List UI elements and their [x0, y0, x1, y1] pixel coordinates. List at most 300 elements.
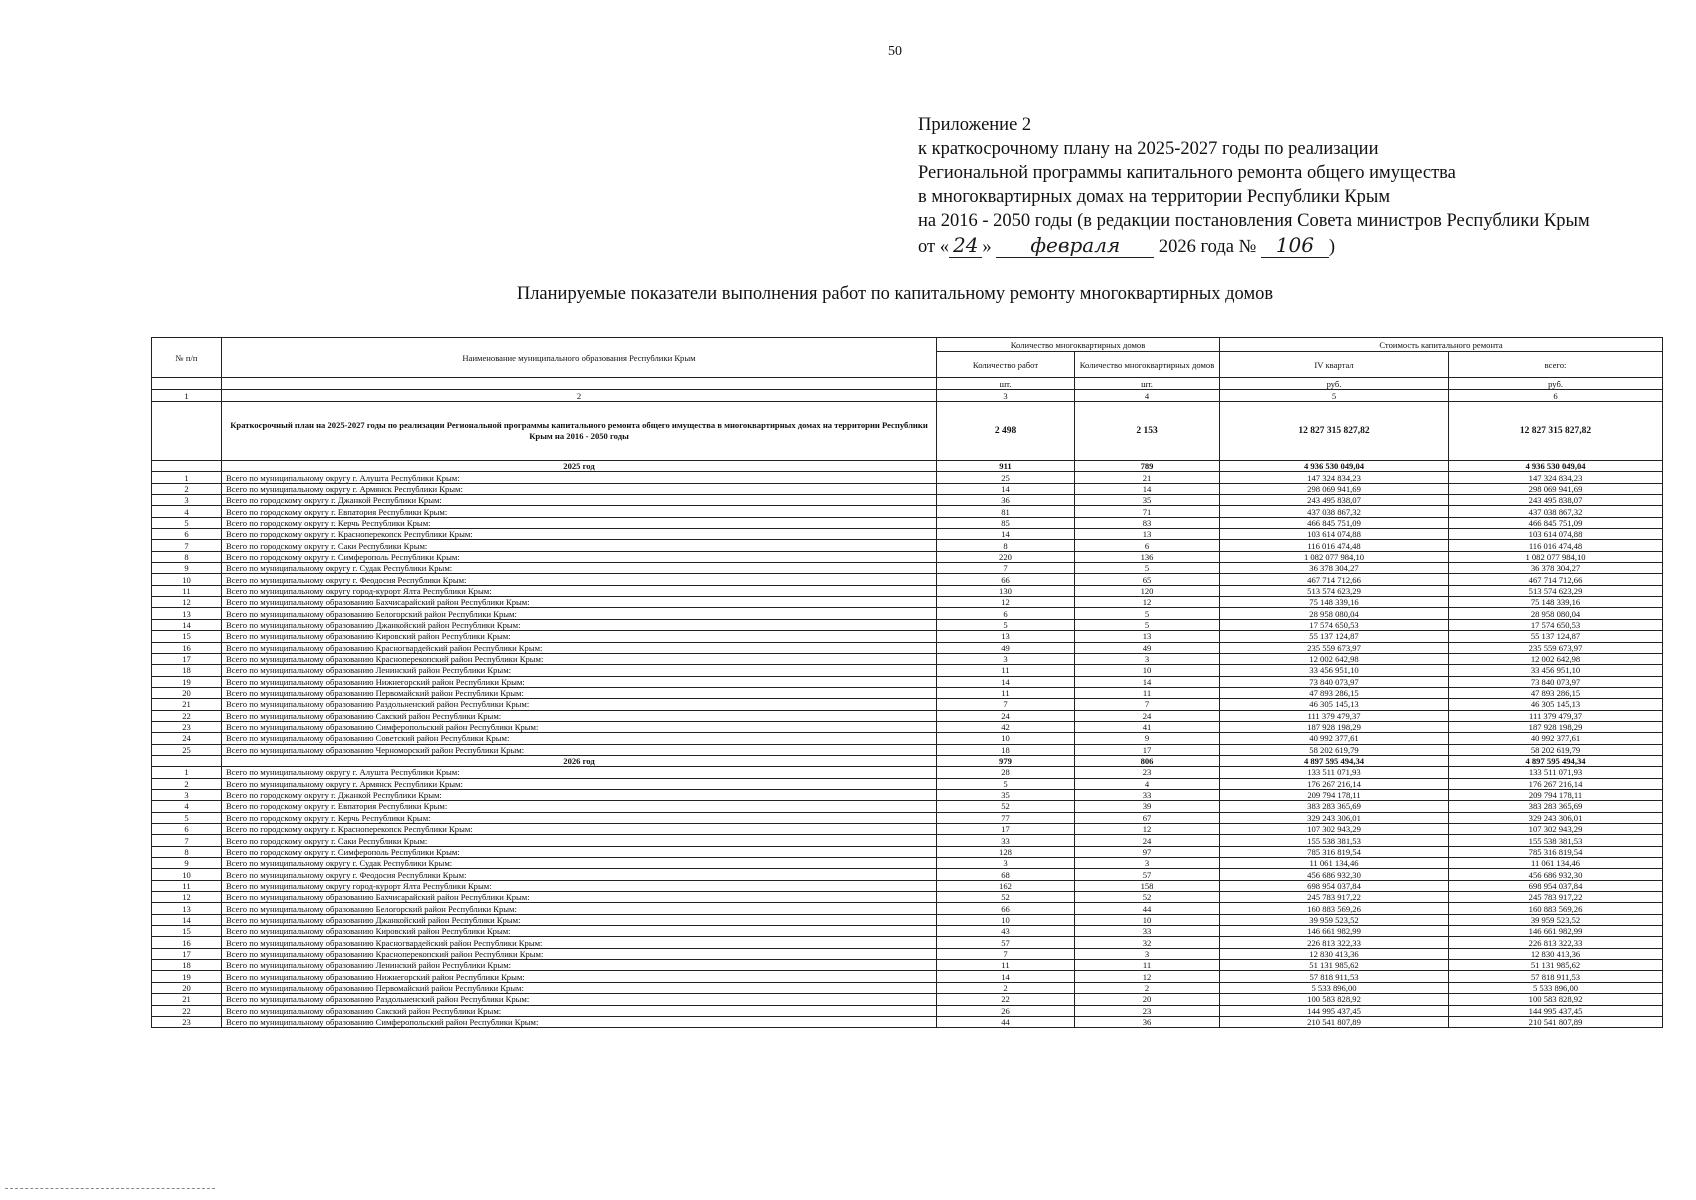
- year-label: 2026 год: [222, 755, 937, 766]
- summary-total: 12 827 315 827,82: [1449, 402, 1663, 461]
- table-row: [152, 801, 1663, 812]
- row-q4: 147 324 834,23: [1220, 472, 1449, 483]
- row-houses: 39: [1075, 801, 1220, 812]
- row-q4: 245 783 917,22: [1220, 892, 1449, 903]
- table-row: [152, 778, 1663, 789]
- table-row: [152, 767, 1663, 778]
- table-row: [152, 551, 1663, 562]
- row-works: 11: [937, 687, 1075, 698]
- row-works: 10: [937, 914, 1075, 925]
- year-q4: 4 936 530 049,04: [1220, 461, 1449, 472]
- row-q4: 12 830 413,36: [1220, 948, 1449, 959]
- table-row: [152, 903, 1663, 914]
- table-row: [152, 642, 1663, 653]
- year-num: [152, 461, 222, 472]
- row-num: 8: [152, 846, 222, 857]
- row-works: 7: [937, 948, 1075, 959]
- row-houses: 5: [1075, 563, 1220, 574]
- table-row: [152, 699, 1663, 710]
- row-works: 24: [937, 710, 1075, 721]
- appendix-line-3: Региональной программы капитального ремонта общего имущества: [918, 163, 1456, 183]
- date-day-handwritten: 24: [949, 233, 982, 258]
- row-num: 20: [152, 687, 222, 698]
- row-municipality: Всего по муниципальному округу г. Алушта Республики Крым:: [222, 472, 937, 483]
- row-num: 6: [152, 529, 222, 540]
- row-works: 22: [937, 994, 1075, 1005]
- appendix-line-5: на 2016 - 2050 годы (в редакции постановления Совета министров Республики Крым: [918, 211, 1590, 231]
- row-total: 47 893 286,15: [1449, 687, 1663, 698]
- row-houses: 9: [1075, 733, 1220, 744]
- row-total: 103 614 074,88: [1449, 529, 1663, 540]
- row-houses: 32: [1075, 937, 1220, 948]
- row-total: 1 082 077 984,10: [1449, 551, 1663, 562]
- row-works: 52: [937, 801, 1075, 812]
- appendix-date-line: от « 24 » февраля 2026 года № 106 ): [918, 233, 1336, 257]
- row-q4: 226 813 322,33: [1220, 937, 1449, 948]
- row-works: 49: [937, 642, 1075, 653]
- row-works: 14: [937, 676, 1075, 687]
- column-numbers-row: [152, 390, 1663, 402]
- row-total: 116 016 474,48: [1449, 540, 1663, 551]
- row-q4: 12 002 642,98: [1220, 653, 1449, 664]
- table-row: [152, 597, 1663, 608]
- row-municipality: Всего по муниципальному образованию Первомайский район Республики Крым:: [222, 982, 937, 993]
- row-municipality: Всего по муниципальному образованию Джанкойский район Республики Крым:: [222, 619, 937, 630]
- row-houses: 35: [1075, 495, 1220, 506]
- col-number: 6: [1449, 390, 1663, 402]
- row-q4: 176 267 216,14: [1220, 778, 1449, 789]
- row-q4: 187 928 198,29: [1220, 721, 1449, 732]
- row-works: 36: [937, 495, 1075, 506]
- row-municipality: Всего по муниципальному образованию Черноморский район Республики Крым:: [222, 744, 937, 755]
- row-total: 57 818 911,53: [1449, 971, 1663, 982]
- row-municipality: Всего по муниципальному образованию Красногвардейский район Республики Крым:: [222, 937, 937, 948]
- row-num: 1: [152, 767, 222, 778]
- row-municipality: Всего по муниципальному округу г. Феодосия Республики Крым:: [222, 869, 937, 880]
- row-num: 3: [152, 495, 222, 506]
- row-houses: 158: [1075, 880, 1220, 891]
- row-total: 298 069 941,69: [1449, 483, 1663, 494]
- row-total: 12 002 642,98: [1449, 653, 1663, 664]
- row-works: 10: [937, 733, 1075, 744]
- table-row: [152, 540, 1663, 551]
- table-row: [152, 585, 1663, 596]
- row-total: 111 379 479,37: [1449, 710, 1663, 721]
- row-houses: 4: [1075, 778, 1220, 789]
- row-num: 7: [152, 835, 222, 846]
- row-municipality: Всего по муниципальному образованию Кировский район Республики Крым:: [222, 926, 937, 937]
- row-q4: 103 614 074,88: [1220, 529, 1449, 540]
- row-q4: 235 559 673,97: [1220, 642, 1449, 653]
- row-total: 209 794 178,11: [1449, 789, 1663, 800]
- row-num: 11: [152, 880, 222, 891]
- row-total: 513 574 623,29: [1449, 585, 1663, 596]
- col-number: 1: [152, 390, 222, 402]
- row-q4: 155 538 381,53: [1220, 835, 1449, 846]
- row-municipality: Всего по муниципальному образованию Ленинский район Республики Крым:: [222, 665, 937, 676]
- row-total: 235 559 673,97: [1449, 642, 1663, 653]
- unit-pcs-houses: шт.: [1075, 378, 1220, 390]
- row-houses: 3: [1075, 858, 1220, 869]
- row-houses: 2: [1075, 982, 1220, 993]
- summary-title: Краткосрочный план на 2025-2027 годы по реализации Региональной программы капитального ремонта общего имущества в многоквартирных домах на территории Республики Крым на 2016 - 2050 годы: [222, 402, 937, 461]
- row-houses: 36: [1075, 1016, 1220, 1027]
- row-houses: 97: [1075, 846, 1220, 857]
- row-num: 20: [152, 982, 222, 993]
- row-works: 26: [937, 1005, 1075, 1016]
- row-num: 10: [152, 574, 222, 585]
- row-municipality: Всего по муниципальному округу г. Судак Республики Крым:: [222, 563, 937, 574]
- row-num: 16: [152, 642, 222, 653]
- row-q4: 467 714 712,66: [1220, 574, 1449, 585]
- row-houses: 52: [1075, 892, 1220, 903]
- row-total: 456 686 932,30: [1449, 869, 1663, 880]
- row-num: 16: [152, 937, 222, 948]
- table-row: [152, 982, 1663, 993]
- table-row: [152, 563, 1663, 574]
- row-total: 226 813 322,33: [1449, 937, 1663, 948]
- col-number: 3: [937, 390, 1075, 402]
- row-num: 14: [152, 914, 222, 925]
- header-houses: Количество многоквартирных домов: [1075, 352, 1220, 378]
- row-total: 160 883 569,26: [1449, 903, 1663, 914]
- unit-rub-q4: руб.: [1220, 378, 1449, 390]
- table-row: [152, 733, 1663, 744]
- row-q4: 298 069 941,69: [1220, 483, 1449, 494]
- row-q4: 28 958 080,04: [1220, 608, 1449, 619]
- row-num: 5: [152, 517, 222, 528]
- date-year-text: 2026 года №: [1158, 237, 1257, 257]
- row-municipality: Всего по городскому округу г. Джанкой Республики Крым:: [222, 495, 937, 506]
- row-municipality: Всего по городскому округу г. Джанкой Республики Крым:: [222, 789, 937, 800]
- table-row: [152, 926, 1663, 937]
- table-row: [152, 653, 1663, 664]
- row-num: 11: [152, 585, 222, 596]
- row-q4: 1 082 077 984,10: [1220, 551, 1449, 562]
- row-total: 55 137 124,87: [1449, 631, 1663, 642]
- row-num: 15: [152, 631, 222, 642]
- row-municipality: Всего по муниципальному образованию Симферопольский район Республики Крым:: [222, 721, 937, 732]
- table-row: [152, 869, 1663, 880]
- row-total: 11 061 134,46: [1449, 858, 1663, 869]
- row-municipality: Всего по муниципальному округу г. Армянск Республики Крым:: [222, 778, 937, 789]
- row-municipality: Всего по муниципальному образованию Белогорский район Республики Крым:: [222, 903, 937, 914]
- table-row: [152, 506, 1663, 517]
- table-row: [152, 483, 1663, 494]
- row-houses: 14: [1075, 676, 1220, 687]
- row-works: 18: [937, 744, 1075, 755]
- row-q4: 39 959 523,52: [1220, 914, 1449, 925]
- row-works: 14: [937, 483, 1075, 494]
- row-q4: 209 794 178,11: [1220, 789, 1449, 800]
- row-q4: 210 541 807,89: [1220, 1016, 1449, 1027]
- row-q4: 47 893 286,15: [1220, 687, 1449, 698]
- summary-row: [152, 402, 1663, 461]
- row-municipality: Всего по муниципальному образованию Нижнегорский район Республики Крым:: [222, 971, 937, 982]
- table-row: [152, 472, 1663, 483]
- table-row: [152, 619, 1663, 630]
- row-q4: 133 511 071,93: [1220, 767, 1449, 778]
- row-num: 13: [152, 903, 222, 914]
- row-municipality: Всего по муниципальному округу г. Армянск Республики Крым:: [222, 483, 937, 494]
- row-works: 3: [937, 653, 1075, 664]
- row-num: 9: [152, 858, 222, 869]
- row-num: 17: [152, 653, 222, 664]
- row-works: 14: [937, 971, 1075, 982]
- row-total: 383 283 365,69: [1449, 801, 1663, 812]
- row-municipality: Всего по муниципальному округу г. Феодосия Республики Крым:: [222, 574, 937, 585]
- doc-number-handwritten: 106: [1261, 233, 1329, 258]
- row-works: 3: [937, 858, 1075, 869]
- header-q4: IV квартал: [1220, 352, 1449, 378]
- row-works: 162: [937, 880, 1075, 891]
- row-num: 24: [152, 733, 222, 744]
- row-municipality: Всего по муниципальному образованию Белогорский район Республики Крым:: [222, 608, 937, 619]
- row-q4: 160 883 569,26: [1220, 903, 1449, 914]
- row-num: 13: [152, 608, 222, 619]
- row-houses: 24: [1075, 710, 1220, 721]
- row-num: 25: [152, 744, 222, 755]
- date-month-handwritten: февраля: [996, 233, 1154, 258]
- row-works: 81: [937, 506, 1075, 517]
- table-row: [152, 812, 1663, 823]
- table-row: [152, 676, 1663, 687]
- row-municipality: Всего по муниципальному образованию Сакский район Республики Крым:: [222, 710, 937, 721]
- data-table: [151, 337, 1663, 1028]
- table-row: [152, 880, 1663, 891]
- header-works: Количество работ: [937, 352, 1075, 378]
- row-houses: 33: [1075, 789, 1220, 800]
- row-works: 220: [937, 551, 1075, 562]
- row-q4: 55 137 124,87: [1220, 631, 1449, 642]
- row-total: 28 958 080,04: [1449, 608, 1663, 619]
- row-total: 245 783 917,22: [1449, 892, 1663, 903]
- row-works: 11: [937, 665, 1075, 676]
- row-q4: 5 533 896,00: [1220, 982, 1449, 993]
- row-q4: 40 992 377,61: [1220, 733, 1449, 744]
- row-num: 19: [152, 676, 222, 687]
- year-num: [152, 755, 222, 766]
- appendix-line-4: в многоквартирных домах на территории Республики Крым: [918, 187, 1391, 207]
- header-units-row: [152, 378, 1663, 390]
- header-name: Наименование муниципального образования Республики Крым: [222, 338, 937, 378]
- year-total: 4 936 530 049,04: [1449, 461, 1663, 472]
- row-houses: 3: [1075, 653, 1220, 664]
- row-num: 9: [152, 563, 222, 574]
- row-municipality: Всего по городскому округу г. Керчь Республики Крым:: [222, 812, 937, 823]
- row-total: 133 511 071,93: [1449, 767, 1663, 778]
- row-num: 3: [152, 789, 222, 800]
- row-works: 52: [937, 892, 1075, 903]
- row-total: 12 830 413,36: [1449, 948, 1663, 959]
- row-total: 39 959 523,52: [1449, 914, 1663, 925]
- row-municipality: Всего по городскому округу г. Симферополь Республики Крым:: [222, 846, 937, 857]
- table-row: [152, 665, 1663, 676]
- row-houses: 83: [1075, 517, 1220, 528]
- row-houses: 20: [1075, 994, 1220, 1005]
- table-row: [152, 846, 1663, 857]
- row-works: 28: [937, 767, 1075, 778]
- row-num: 22: [152, 710, 222, 721]
- table-row: [152, 948, 1663, 959]
- row-num: 18: [152, 960, 222, 971]
- table-row: [152, 631, 1663, 642]
- header-total: всего:: [1449, 352, 1663, 378]
- row-num: 4: [152, 801, 222, 812]
- appendix-line-1: Приложение 2: [918, 115, 1032, 135]
- year-works: 979: [937, 755, 1075, 766]
- row-q4: 36 378 304,27: [1220, 563, 1449, 574]
- year-total-row: [152, 461, 1663, 472]
- row-works: 25: [937, 472, 1075, 483]
- row-works: 11: [937, 960, 1075, 971]
- table-row: [152, 721, 1663, 732]
- table-row: [152, 914, 1663, 925]
- row-q4: 58 202 619,79: [1220, 744, 1449, 755]
- row-houses: 67: [1075, 812, 1220, 823]
- row-num: 6: [152, 824, 222, 835]
- row-num: 22: [152, 1005, 222, 1016]
- row-q4: 57 818 911,53: [1220, 971, 1449, 982]
- row-municipality: Всего по муниципальному образованию Бахчисарайский район Республики Крым:: [222, 892, 937, 903]
- row-municipality: Всего по муниципальному образованию Симферопольский район Республики Крым:: [222, 1016, 937, 1027]
- year-label: 2025 год: [222, 461, 937, 472]
- date-prefix: от «: [918, 237, 949, 257]
- row-municipality: Всего по городскому округу г. Симферополь Республики Крым:: [222, 551, 937, 562]
- row-houses: 23: [1075, 767, 1220, 778]
- row-works: 17: [937, 824, 1075, 835]
- row-works: 66: [937, 903, 1075, 914]
- document-title: Планируемые показатели выполнения работ по капитальному ремонту многоквартирных домов: [516, 284, 1274, 304]
- col-number: 4: [1075, 390, 1220, 402]
- row-houses: 71: [1075, 506, 1220, 517]
- row-q4: 383 283 365,69: [1220, 801, 1449, 812]
- row-total: 51 131 985,62: [1449, 960, 1663, 971]
- table-row: [152, 937, 1663, 948]
- row-q4: 17 574 650,53: [1220, 619, 1449, 630]
- year-houses: 806: [1075, 755, 1220, 766]
- table-row: [152, 687, 1663, 698]
- row-total: 40 992 377,61: [1449, 733, 1663, 744]
- row-total: 107 302 943,29: [1449, 824, 1663, 835]
- row-num: 14: [152, 619, 222, 630]
- row-houses: 3: [1075, 948, 1220, 959]
- row-q4: 107 302 943,29: [1220, 824, 1449, 835]
- row-municipality: Всего по муниципальному образованию Первомайский район Республики Крым:: [222, 687, 937, 698]
- row-municipality: Всего по муниципальному округу город-курорт Ялта Республики Крым:: [222, 880, 937, 891]
- row-total: 17 574 650,53: [1449, 619, 1663, 630]
- row-municipality: Всего по муниципальному образованию Советский район Республики Крым:: [222, 733, 937, 744]
- row-q4: 116 016 474,48: [1220, 540, 1449, 551]
- table-row: [152, 835, 1663, 846]
- row-total: 100 583 828,92: [1449, 994, 1663, 1005]
- row-municipality: Всего по муниципальному образованию Красноперекопский район Республики Крым:: [222, 948, 937, 959]
- row-q4: 243 495 838,07: [1220, 495, 1449, 506]
- row-houses: 11: [1075, 687, 1220, 698]
- row-works: 130: [937, 585, 1075, 596]
- row-municipality: Всего по городскому округу г. Евпатория Республики Крым:: [222, 801, 937, 812]
- row-municipality: Всего по городскому округу г. Евпатория Республики Крым:: [222, 506, 937, 517]
- footer-divider: [5, 1188, 215, 1189]
- row-total: 243 495 838,07: [1449, 495, 1663, 506]
- row-q4: 456 686 932,30: [1220, 869, 1449, 880]
- table-row: [152, 892, 1663, 903]
- summary-num: [152, 402, 222, 461]
- table-row: [152, 710, 1663, 721]
- year-houses: 789: [1075, 461, 1220, 472]
- row-total: 5 533 896,00: [1449, 982, 1663, 993]
- row-houses: 6: [1075, 540, 1220, 551]
- row-total: 73 840 073,97: [1449, 676, 1663, 687]
- row-municipality: Всего по городскому округу г. Саки Республики Крым:: [222, 540, 937, 551]
- summary-houses: 2 153: [1075, 402, 1220, 461]
- row-total: 467 714 712,66: [1449, 574, 1663, 585]
- row-houses: 12: [1075, 824, 1220, 835]
- row-total: 58 202 619,79: [1449, 744, 1663, 755]
- table-row: [152, 1005, 1663, 1016]
- row-total: 146 661 982,99: [1449, 926, 1663, 937]
- row-num: 17: [152, 948, 222, 959]
- row-num: 21: [152, 699, 222, 710]
- table-body: [152, 461, 1663, 1028]
- row-municipality: Всего по муниципальному образованию Ленинский район Республики Крым:: [222, 960, 937, 971]
- year-total-row: [152, 755, 1663, 766]
- row-municipality: Всего по городскому округу г. Керчь Республики Крым:: [222, 517, 937, 528]
- row-works: 66: [937, 574, 1075, 585]
- table-row: [152, 789, 1663, 800]
- row-q4: 111 379 479,37: [1220, 710, 1449, 721]
- col-number: 2: [222, 390, 937, 402]
- row-q4: 146 661 982,99: [1220, 926, 1449, 937]
- header-group-cost: Стоимость капитального ремонта: [1220, 338, 1663, 352]
- row-municipality: Всего по муниципальному округу город-курорт Ялта Республики Крым:: [222, 585, 937, 596]
- row-houses: 14: [1075, 483, 1220, 494]
- row-q4: 698 954 037,84: [1220, 880, 1449, 891]
- row-num: 21: [152, 994, 222, 1005]
- row-works: 8: [937, 540, 1075, 551]
- row-num: 10: [152, 869, 222, 880]
- row-works: 85: [937, 517, 1075, 528]
- row-works: 42: [937, 721, 1075, 732]
- row-municipality: Всего по муниципальному образованию Кировский район Республики Крым:: [222, 631, 937, 642]
- row-houses: 11: [1075, 960, 1220, 971]
- row-total: 46 305 145,13: [1449, 699, 1663, 710]
- row-q4: 466 845 751,09: [1220, 517, 1449, 528]
- row-total: 144 995 437,45: [1449, 1005, 1663, 1016]
- row-municipality: Всего по муниципальному образованию Раздольненский район Республики Крым:: [222, 699, 937, 710]
- row-houses: 12: [1075, 597, 1220, 608]
- year-works: 911: [937, 461, 1075, 472]
- row-total: 176 267 216,14: [1449, 778, 1663, 789]
- row-houses: 10: [1075, 665, 1220, 676]
- row-houses: 44: [1075, 903, 1220, 914]
- row-works: 13: [937, 631, 1075, 642]
- row-works: 7: [937, 699, 1075, 710]
- summary-works: 2 498: [937, 402, 1075, 461]
- row-num: 5: [152, 812, 222, 823]
- row-houses: 5: [1075, 608, 1220, 619]
- row-works: 2: [937, 982, 1075, 993]
- row-total: 785 316 819,54: [1449, 846, 1663, 857]
- table-row: [152, 1016, 1663, 1027]
- row-works: 44: [937, 1016, 1075, 1027]
- row-municipality: Всего по муниципальному округу г. Судак Республики Крым:: [222, 858, 937, 869]
- header-num: № п/п: [152, 338, 222, 378]
- row-works: 5: [937, 778, 1075, 789]
- table-row: [152, 574, 1663, 585]
- row-total: 155 538 381,53: [1449, 835, 1663, 846]
- date-mid: »: [982, 237, 992, 257]
